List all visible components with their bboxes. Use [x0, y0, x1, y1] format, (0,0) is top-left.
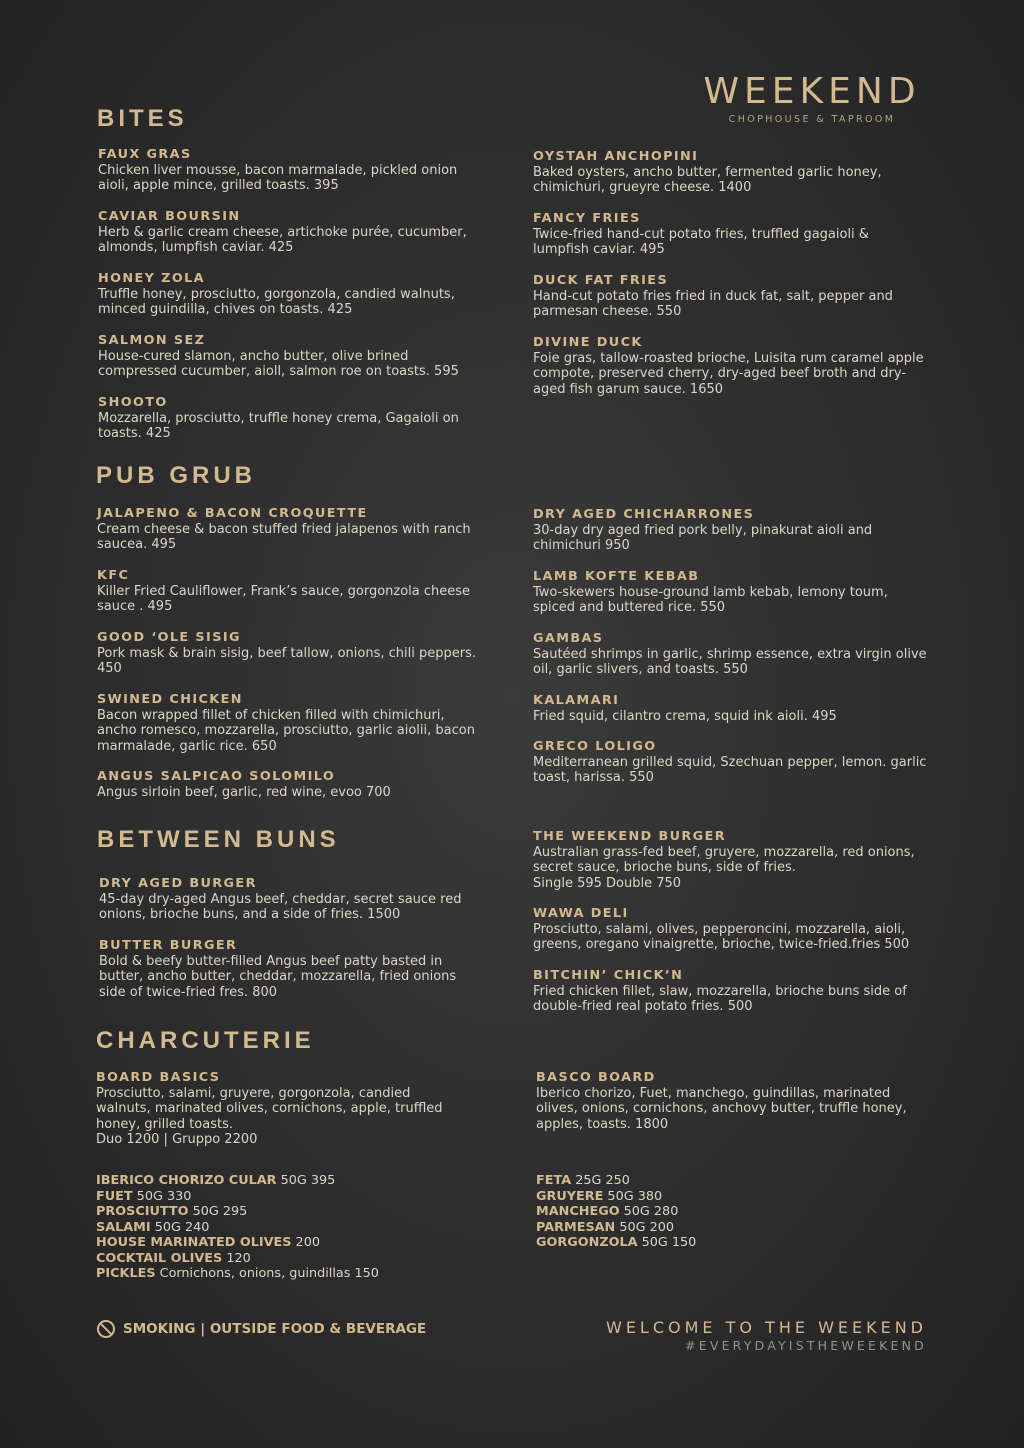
item-name: KALAMARI [533, 693, 620, 708]
section-title-bites: BITES [97, 105, 188, 132]
item-desc: Mozzarella, prosciutto, truffle honey crema, Gagaioli on toasts. 425 [98, 411, 459, 442]
item-desc: Two-skewers house-ground lamb kebab, lemony toum, spiced and buttered rice. 550 [533, 585, 888, 616]
cheeses-list [536, 1173, 696, 1251]
menu-item [97, 568, 477, 615]
menu-item [533, 739, 928, 786]
item-name: GOOD ‘OLE SISIG [97, 630, 241, 645]
item-name: SALMON SEZ [98, 333, 206, 348]
list-item [96, 1235, 379, 1251]
menu-item [533, 211, 928, 258]
list-item-value: 50G 150 [637, 1235, 697, 1250]
item-desc: Foie gras, tallow-roasted brioche, Luisita rum caramel apple compote, preserved cherry, dry-aged beef broth and dry-aged fish garum sauce. 1650 [533, 351, 924, 397]
item-name: KFC [97, 568, 130, 583]
item-name: JALAPENO & BACON CROQUETTE [97, 506, 368, 521]
menu-item [536, 1070, 916, 1132]
menu-item [98, 333, 478, 380]
list-item-name: GRUYERE [536, 1188, 604, 1204]
list-item [96, 1173, 379, 1189]
menu-item [97, 630, 477, 677]
menu-item [99, 876, 479, 923]
list-item-name: PROSCIUTTO [96, 1204, 189, 1219]
item-desc: 30-day dry aged fried pork belly, pinakurat aioli and chimichuri 950 [533, 523, 873, 554]
menu-item [533, 906, 928, 953]
list-item-name: IBERICO CHORIZO CULAR [96, 1173, 277, 1188]
item-desc: House-cured slamon, ancho butter, olive brined compressed cucumber, aioll, salmon roe on toasts. 595 [98, 349, 459, 380]
item-desc: Chicken liver mousse, bacon marmalade, pickled onion aioli, apple mince, grilled toasts. 395 [98, 163, 458, 194]
menu-item [533, 335, 928, 397]
section-title-charcuterie: CHARCUTERIE [96, 1027, 315, 1054]
list-item-name: SALAMI [96, 1219, 151, 1235]
menu-item [98, 271, 478, 318]
list-item [96, 1189, 379, 1205]
list-item-name: FETA [536, 1173, 572, 1188]
item-name: LAMB KOFTE KEBAB [533, 569, 700, 584]
item-desc: Herb & garlic cream cheese, artichoke purée, cucumber, almonds, lumpfish caviar. 425 [98, 225, 467, 256]
welcome-text: WELCOME TO THE WEEKEND [606, 1318, 927, 1337]
footer-notice [97, 1320, 426, 1338]
list-item-value: 200 [291, 1235, 320, 1250]
item-desc: Bold & beefy butter-filled Angus beef patty basted in butter, ancho butter, cheddar, mozzarella, fried onions side of twice-fried fres. 800 [99, 954, 457, 1000]
list-item [96, 1220, 379, 1236]
item-desc: Fried squid, cilantro crema, squid ink aioli. 495 [533, 709, 837, 724]
list-item-value: 50G 380 [603, 1188, 663, 1204]
item-desc: Iberico chorizo, Fuet, manchego, guindillas, marinated olives, onions, cornichons, anchovy butter, truffle honey, apples, toasts. 1800 [536, 1086, 907, 1132]
menu-item [98, 147, 478, 194]
list-item-name: COCKTAIL OLIVES [96, 1250, 223, 1266]
list-item-value: 25G 250 [571, 1173, 630, 1188]
item-name: FAUX GRAS [98, 147, 192, 162]
list-item [96, 1266, 379, 1282]
list-item-value: Cornichons, onions, guindillas 150 [155, 1266, 379, 1281]
item-name: ANGUS SALPICAO SOLOMILO [97, 769, 336, 784]
item-name: DIVINE DUCK [533, 335, 643, 350]
menu-item [97, 769, 477, 800]
list-item-name: HOUSE MARINATED OLIVES [96, 1235, 292, 1250]
list-item-value: 50G 200 [615, 1219, 675, 1235]
list-item-name: PARMESAN [536, 1219, 616, 1235]
item-name: DUCK FAT FRIES [533, 273, 669, 288]
item-desc: Baked oysters, ancho butter, fermented garlic honey, chimichuri, grueyre cheese. 1400 [533, 165, 882, 196]
item-name: DRY AGED CHICHARRONES [533, 507, 755, 522]
list-item-value: 50G 280 [619, 1204, 679, 1219]
list-item [536, 1173, 696, 1189]
section-title-between-buns: BETWEEN BUNS [97, 826, 340, 853]
meats-list [96, 1173, 379, 1282]
menu-item [533, 968, 928, 1015]
menu-item [99, 938, 479, 1000]
list-item-name: FUET [96, 1188, 133, 1204]
item-desc: Cream cheese & bacon stuffed fried jalapenos with ranch saucea. 495 [97, 522, 471, 553]
item-desc: Twice-fried hand-cut potato fries, truffled gagaioli & lumpfish caviar. 495 [533, 227, 869, 258]
list-item-value: 50G 395 [276, 1173, 336, 1188]
item-name: FANCY FRIES [533, 211, 641, 226]
list-item [536, 1220, 696, 1236]
hashtag-text: #EVERYDAYISTHEWEEKEND [685, 1338, 927, 1353]
menu-item [96, 1070, 476, 1148]
menu-item [533, 507, 928, 554]
footer-tagline [606, 1318, 927, 1353]
brand-logo [697, 72, 927, 125]
item-price: Duo 1200 | Gruppo 2200 [96, 1132, 258, 1148]
item-desc: Sautéed shrimps in garlic, shrimp essence, extra virgin olive oil, garlic slivers, and toasts. 550 [533, 647, 927, 678]
list-item-name: GORGONZOLA [536, 1235, 638, 1250]
item-desc: Pork mask & brain sisig, beef tallow, onions, chili peppers. 450 [97, 646, 476, 677]
item-name: OYSTAH ANCHOPINI [533, 149, 699, 164]
list-item [96, 1251, 379, 1267]
brand-subtitle: CHOPHOUSE & TAPROOM [728, 114, 896, 125]
item-name: HONEY ZOLA [98, 271, 205, 286]
item-name: DRY AGED BURGER [99, 876, 257, 891]
list-item [536, 1235, 696, 1251]
item-name: SWINED CHICKEN [97, 692, 243, 707]
item-desc: Australian grass-fed beef, gruyere, mozzarella, red onions, secret sauce, brioche buns, side of fries. [533, 845, 915, 876]
no-smoking-icon [97, 1320, 115, 1338]
item-name: GAMBAS [533, 631, 604, 646]
item-desc: Prosciutto, salami, gruyere, gorgonzola, candied walnuts, marinated olives, cornichons, apple, truffled honey, grilled toasts. [96, 1086, 443, 1132]
brand-name: WEEKEND [703, 71, 921, 112]
item-name: CAVIAR BOURSIN [98, 209, 241, 224]
item-name: BITCHIN’ CHICK’N [533, 968, 684, 983]
item-name: SHOOTO [98, 395, 168, 410]
menu-item [97, 692, 477, 754]
item-desc: Truffle honey, prosciutto, gorgonzola, candied walnuts, minced guindilla, chives on toasts. 425 [98, 287, 455, 318]
item-desc: 45-day dry-aged Angus beef, cheddar, secret sauce red onions, brioche buns, and a side of fries. 1500 [99, 892, 462, 923]
item-desc: Bacon wrapped fillet of chicken filled with chimichuri, ancho romesco, mozzarella, prosciutto, garlic aiolii, bacon marmalade, garlic rice. 650 [97, 708, 475, 754]
list-item-name: MANCHEGO [536, 1204, 620, 1219]
list-item [536, 1189, 696, 1205]
item-name: BOARD BASICS [96, 1070, 221, 1085]
item-desc: Killer Fried Cauliflower, Frank’s sauce, gorgonzola cheese sauce . 495 [97, 584, 471, 615]
item-desc: Hand-cut potato fries fried in duck fat, salt, pepper and parmesan cheese. 550 [533, 289, 893, 320]
item-price: Single 595 Double 750 [533, 875, 682, 891]
item-name: WAWA DELI [533, 906, 629, 921]
item-name: GRECO LOLIGO [533, 739, 657, 754]
menu-item [533, 829, 928, 891]
menu-item [533, 693, 928, 724]
item-desc: Mediterranean grilled squid, Szechuan pepper, lemon. garlic toast, harissa. 550 [533, 755, 927, 786]
list-item-value: 50G 295 [188, 1204, 248, 1219]
menu-item [97, 506, 477, 553]
footer-notice-text: SMOKING | OUTSIDE FOOD & BEVERAGE [123, 1321, 427, 1337]
list-item [96, 1204, 379, 1220]
item-desc: Angus sirloin beef, garlic, red wine, evoo 700 [97, 785, 391, 800]
menu-item [533, 569, 928, 616]
item-name: BASCO BOARD [536, 1070, 656, 1085]
menu-item [533, 631, 928, 678]
menu-item [98, 395, 478, 442]
item-name: THE WEEKEND BURGER [533, 829, 726, 844]
menu-item [533, 149, 928, 196]
menu-item [533, 273, 928, 320]
list-item-value: 50G 240 [150, 1219, 210, 1235]
menu-item [98, 209, 478, 256]
item-name: BUTTER BURGER [99, 938, 238, 953]
list-item [536, 1204, 696, 1220]
item-desc: Prosciutto, salami, olives, pepperoncini, mozzarella, aioli, greens, oregano vinaigrette, brioche, twice-fried.fries 500 [533, 922, 910, 953]
list-item-name: PICKLES [96, 1266, 156, 1281]
section-title-pub-grub: PUB GRUB [96, 462, 257, 489]
list-item-value: 50G 330 [132, 1188, 192, 1204]
item-desc: Fried chicken fillet, slaw, mozzarella, brioche buns side of double-fried real potato fries. 500 [533, 984, 907, 1015]
list-item-value: 120 [222, 1250, 251, 1266]
